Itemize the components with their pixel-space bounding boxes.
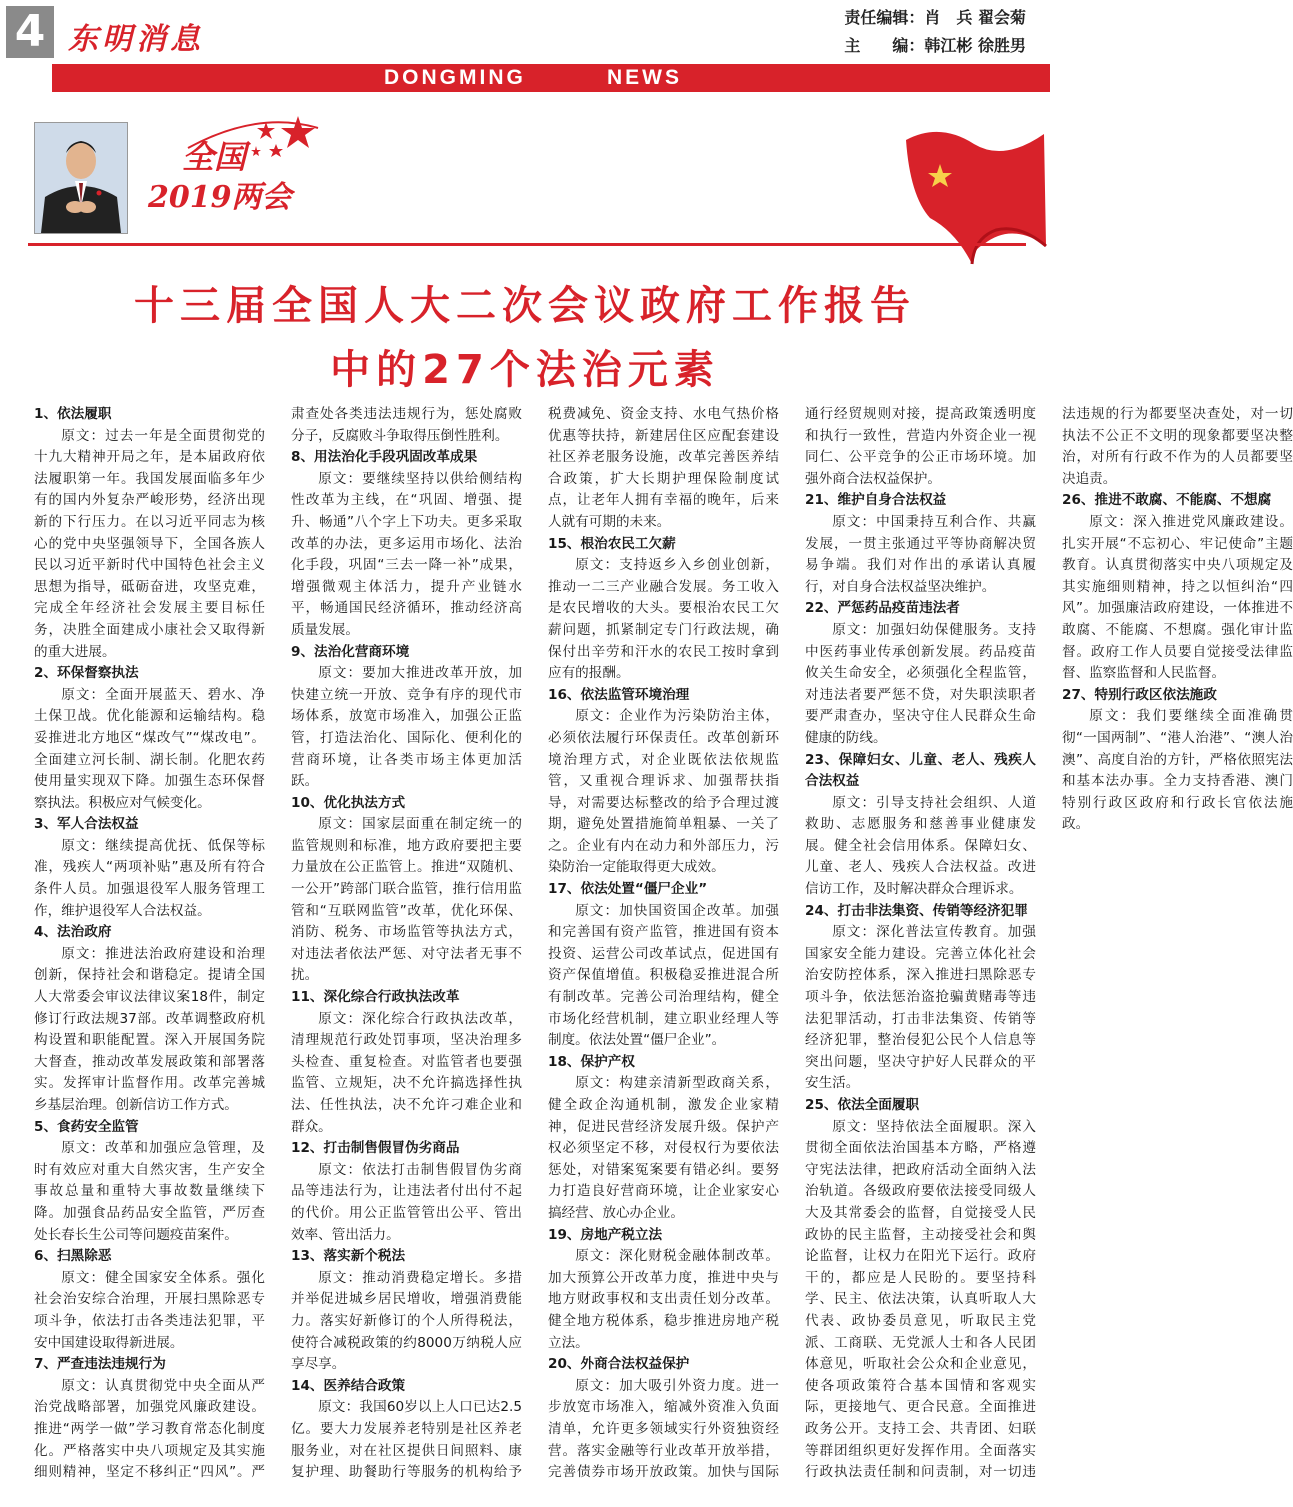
section-body: 原文：我国60岁以上人口已达2.5亿。要大力发展养老特别是社区养老服务业，对在社区提供日间照料、康复护理、助餐助行等服务的机构给予税费减免、资金支持、水电气热价格优惠等扶持，新建居住区应配套建设社区养老服务设施，改革完善医养结合政策，扩大长期护理保险制度试点，让老年人拥有幸福的晚年，后来人就有可期的未来。 (291, 406, 779, 1481)
section-heading: 16、依法监管环境治理 (548, 686, 690, 703)
section-body: 原文：推动消费稳定增长。多措并举促进城乡居民增收，增强消费能力。落实好新修订的个人所得税法，使符合减税政策的约8000万纳税人应享尽享。 (291, 1269, 522, 1373)
section-heading: 9、法治化营商环境 (291, 643, 410, 660)
section-heading: 8、用法治化手段巩固改革成果 (291, 449, 478, 466)
section-heading: 3、军人合法权益 (34, 816, 139, 833)
article-body (34, 404, 1293, 1504)
hero-divider (28, 243, 1026, 246)
section-heading: 15、根治农民工欠薪 (548, 535, 676, 552)
responsible-editor: 责任编辑：肖 兵 翟会菊 (844, 8, 1026, 27)
article-title-line-1: 十三届全国人大二次会议政府工作报告 (134, 283, 916, 329)
section-heading: 10、优化执法方式 (291, 794, 406, 811)
editor-credits (844, 4, 1026, 60)
section-body: 原文：改革和加强应急管理，及时有效应对重大自然灾害，生产安全事故总量和重特大事故数量继续下降。加强食品药品安全监管，严厉查处长春长生公司等问题疫苗案件。 (34, 1140, 265, 1243)
section-body: 原文：加快国资国企改革。加强和完善国有资产监管，推进国有资本投资、运营公司改革试点，促进国有资产保值增值。积极稳妥推进混合所有制改革。完善公司治理结构，健全市场化经营机制，建立职业经理人等制度。依法处置“僵尸企业”。 (548, 902, 779, 1049)
section-body: 原文：加强妇幼保健服务。支持中医药事业传承创新发展。药品疫苗攸关生命安全，必须强化全程监管，对违法者要严惩不贷，对失职渎职者要严肃查办，坚决守住人民群众生命健康的防线。 (805, 621, 1036, 746)
section-heading: 26、推进不敢腐、不能腐、不想腐 (1062, 492, 1272, 509)
portrait-photo (34, 122, 128, 234)
page-number: 4 (6, 6, 54, 58)
section-heading: 11、深化综合行政执法改革 (291, 989, 460, 1006)
section-heading: 1、依法履职 (34, 406, 112, 422)
section-body: 原文：要加大推进改革开放，加快建立统一开放、竞争有序的现代市场体系，放宽市场准入，加强公正监管，打造法治化、国际化、便利化的营商环境，让各类市场主体更加活跃。 (291, 665, 522, 790)
section-body: 原文：国家层面重在制定统一的监管规则和标准，地方政府要把主要力量放在公正监管上。推进“双随机、一公开”跨部门联合监管，推行信用监管和“互联网监管”改革，优化环保、消防、税务、市场监管等执法方式，对违法者依法严惩、对守法者无事不扰。 (291, 816, 522, 984)
section-heading: 5、食药安全监管 (34, 1118, 139, 1135)
section-heading: 7、严查违法违规行为 (34, 1356, 166, 1373)
two-sessions-logo (148, 132, 292, 216)
stars-icon (148, 108, 338, 168)
section-body: 原文：支持返乡入乡创业创新，推动一二三产业融合发展。务工收入是农民增收的大头。要根治农民工欠薪问题，抓紧制定专门行政法规，确保付出辛劳和汗水的农民工按时拿到应有的报酬。 (548, 557, 779, 682)
section-body: 原文：我们要继续全面准确贯彻“一国两制”、“港人治港”、“澳人治澳”、高度自治的方针，严格依照宪法和基本法办事。全力支持香港、澳门特别行政区政府和行政长官依法施政。 (1062, 708, 1293, 833)
section-body: 原文：认真贯彻党中央全面从严治党战略部署，加强党风廉政建设。推进“两学一做”学习教育常态化制度化。严格落实中央八项规定及其实施细则精神，坚定不移纠正“四风”。严肃查处各类违法违规行为，惩处腐败分子，反腐败斗争取得压倒性胜利。 (34, 406, 522, 1481)
section-heading: 12、打击制售假冒伪劣商品 (291, 1140, 460, 1157)
section-heading: 2、环保督察执法 (34, 665, 139, 682)
chief-editor: 主 编：韩江彬 徐胜男 (844, 36, 1026, 55)
section-body: 原文：深化综合行政执法改革，清理规范行政处罚事项，坚决治理多头检查、重复检查。对监管者也要强监管、立规矩，决不允许搞选择性执法、任性执法，决不允许刁难企业和群众。 (291, 1010, 522, 1135)
section-body: 原文：深化普法宣传教育。加强国家安全能力建设。完善立体化社会治安防控体系，深入推进扫黑除恶专项斗争，依法惩治盗抢骗黄赌毒等违法犯罪活动，打击非法集资、传销等经济犯罪，整治侵犯公民个人信息等突出问题，坚决守护好人民群众的平安生活。 (805, 924, 1036, 1092)
section-heading: 6、扫黑除恶 (34, 1248, 112, 1265)
section-heading: 22、严惩药品疫苗违法者 (805, 600, 960, 617)
logo-line-1: 全国 (182, 138, 247, 176)
section-body: 原文：依法打击制售假冒伪劣商品等违法行为，让违法者付出付不起的代价。用公正监管管出公平、管出效率、管出活力。 (291, 1161, 522, 1243)
section-heading: 25、依法全面履职 (805, 1097, 920, 1113)
section-body: 原文：继续提高优抚、低保等标准，残疾人“两项补贴”惠及所有符合条件人员。加强退役军人服务管理工作，维护退役军人合法权益。 (34, 837, 265, 919)
section-body: 原文：过去一年是全面贯彻党的十九大精神开局之年，是本届政府依法履职第一年。我国发展面临多年少有的国内外复杂严峻形势，经济出现新的下行压力。在以习近平同志为核心的党中央坚强领导下，全国各族人民以习近平新时代中国特色社会主义思想为指导，砥砺奋进，攻坚克难，完成全年经济社会发展主要目标任务，决胜全面建成小康社会又取得新的重大进展。 (34, 427, 265, 660)
section-heading: 13、落实新个税法 (291, 1248, 406, 1265)
section-heading: 18、保护产权 (548, 1053, 635, 1070)
section-heading: 21、维护自身合法权益 (805, 492, 947, 509)
section-heading: 23、保障妇女、儿童、老人、残疾人合法权益 (805, 751, 1036, 790)
section-body: 原文：加大吸引外资力度。进一步放宽市场准入，缩减外资准入负面清单，允许更多领域实行外资独资经营。落实金融等行业改革开放举措，完善债券市场开放政策。加快与国际通行经贸规则对接，提高政策透明度和执行一致性，营造内外资企业一视同仁、公平竞争的公正市场环境。加强外商合法权益保护。 (548, 406, 1036, 1481)
section-body: 原文：推进法治政府建设和治理创新，保持社会和谐稳定。提请全国人大常委会审议法律议案18件，制定修订行政法规37部。改革调整政府机构设置和职能配置。深入开展国务院大督查，推动改革发展政策和部署落实。发挥审计监督作用。改革完善城乡基层治理。创新信访工作方式。 (34, 945, 265, 1113)
section-body: 原文：全面开展蓝天、碧水、净土保卫战。优化能源和运输结构。稳妥推进北方地区“煤改气”“煤改电”。全面建立河长制、湖长制。化肥农药使用量实现双下降。加强生态环保督察执法。积极应对气候变化。 (34, 686, 265, 811)
section-body: 原文：深化财税金融体制改革。加大预算公开改革力度，推进中央与地方财政事权和支出责任划分改革。健全地方税体系，稳步推进房地产税立法。 (548, 1248, 779, 1351)
section-body: 原文：引导支持社会组织、人道救助、志愿服务和慈善事业健康发展。健全社会信用体系。保障妇女、儿童、老人、残疾人合法权益。改进信访工作，及时解决群众合理诉求。 (805, 794, 1036, 898)
section-banner (52, 64, 1050, 92)
section-heading: 19、房地产税立法 (548, 1226, 663, 1243)
banner-right-text: NEWS (607, 66, 682, 89)
article-title-line-2: 中的27个法治元素 (330, 347, 720, 393)
section-body: 原文：构建亲清新型政商关系，健全政企沟通机制，激发企业家精神，促进民营经济发展升级。保护产权必须坚定不移，对侵权行为要依法惩处，对错案冤案要有错必纠。要努力打造良好营商环境，让企业家安心搞经营、放心办企业。 (548, 1075, 779, 1221)
section-body: 原文：健全国家安全体系。强化社会治安综合治理，开展扫黑除恶专项斗争，依法打击各类违法犯罪，平安中国建设取得新进展。 (34, 1269, 265, 1351)
section-body: 原文：深入推进党风廉政建设。扎实开展“不忘初心、牢记使命”主题教育。认真贯彻落实中央八项规定及其实施细则精神，持之以恒纠治“四风”。加强廉洁政府建设，一体推进不敢腐、不能腐、不想腐。强化审计监督。政府工作人员要自觉接受法律监督、监察监督和人民监督。 (1062, 513, 1293, 682)
section-body: 原文：要继续坚持以供给侧结构性改革为主线，在“巩固、增强、提升、畅通”八个字上下功夫。更多采取改革的办法，更多运用市场化、法治化手段，巩固“三去一降一补”成果，增强微观主体活力，提升产业链水平，畅通国民经济循环，推动经济高质量发展。 (291, 470, 522, 638)
section-heading: 14、医养结合政策 (291, 1377, 406, 1394)
hero-strip (0, 92, 1050, 262)
section-body: 原文：中国秉持互利合作、共赢发展，一贯主张通过平等协商解决贸易争端。我们对作出的承诺认真履行，对自身合法权益坚决维护。 (805, 513, 1036, 595)
paper-name: 东明消息 (68, 22, 204, 57)
section-heading: 4、法治政府 (34, 924, 112, 941)
logo-line-2: 2019两会 (148, 180, 292, 215)
section-heading: 27、特别行政区依法施政 (1062, 686, 1217, 703)
section-heading: 24、打击非法集资、传销等经济犯罪 (805, 902, 1028, 919)
section-heading: 17、依法处置“僵尸企业” (548, 881, 708, 898)
banner-left-text: DONGMING (384, 66, 526, 89)
portrait-illustration (35, 123, 127, 233)
section-heading: 20、外商合法权益保护 (548, 1356, 690, 1373)
section-body: 原文：企业作为污染防治主体，必须依法履行环保责任。改革创新环境治理方式，对企业既依法依规监管，又重视合理诉求、加强帮扶指导，对需要达标整改的给予合理过渡期，避免处置措施简单粗暴、一关了之。企业有内在动力和外部压力，污染防治一定能取得更大成效。 (548, 708, 779, 876)
section-body: 原文：坚持依法全面履职。深入贯彻全面依法治国基本方略，严格遵守宪法法律，把政府活动全面纳入法治轨道。各级政府要依法接受同级人大及其常委会的监督，自觉接受人民政协的民主监督，主动接受社会和舆论监督，让权力在阳光下运行。政府干的，都应是人民盼的。要坚持科学、民主、依法决策，认真听取人大代表、政协委员意见，听取民主党派、工商联、无党派人士和各人民团体意见，听取社会公众和企业意见，使各项政策符合基本国情和客观实际，更接地气、更合民意。全面推进政务公开。支持工会、共青团、妇联等群团组织更好发挥作用。全面落实行政执法责任制和问责制，对一切违法违规的行为都要坚决查处，对一切执法不公正不文明的现象都要坚决整治，对所有行政不作为的人员都要坚决追责。 (805, 406, 1293, 1481)
